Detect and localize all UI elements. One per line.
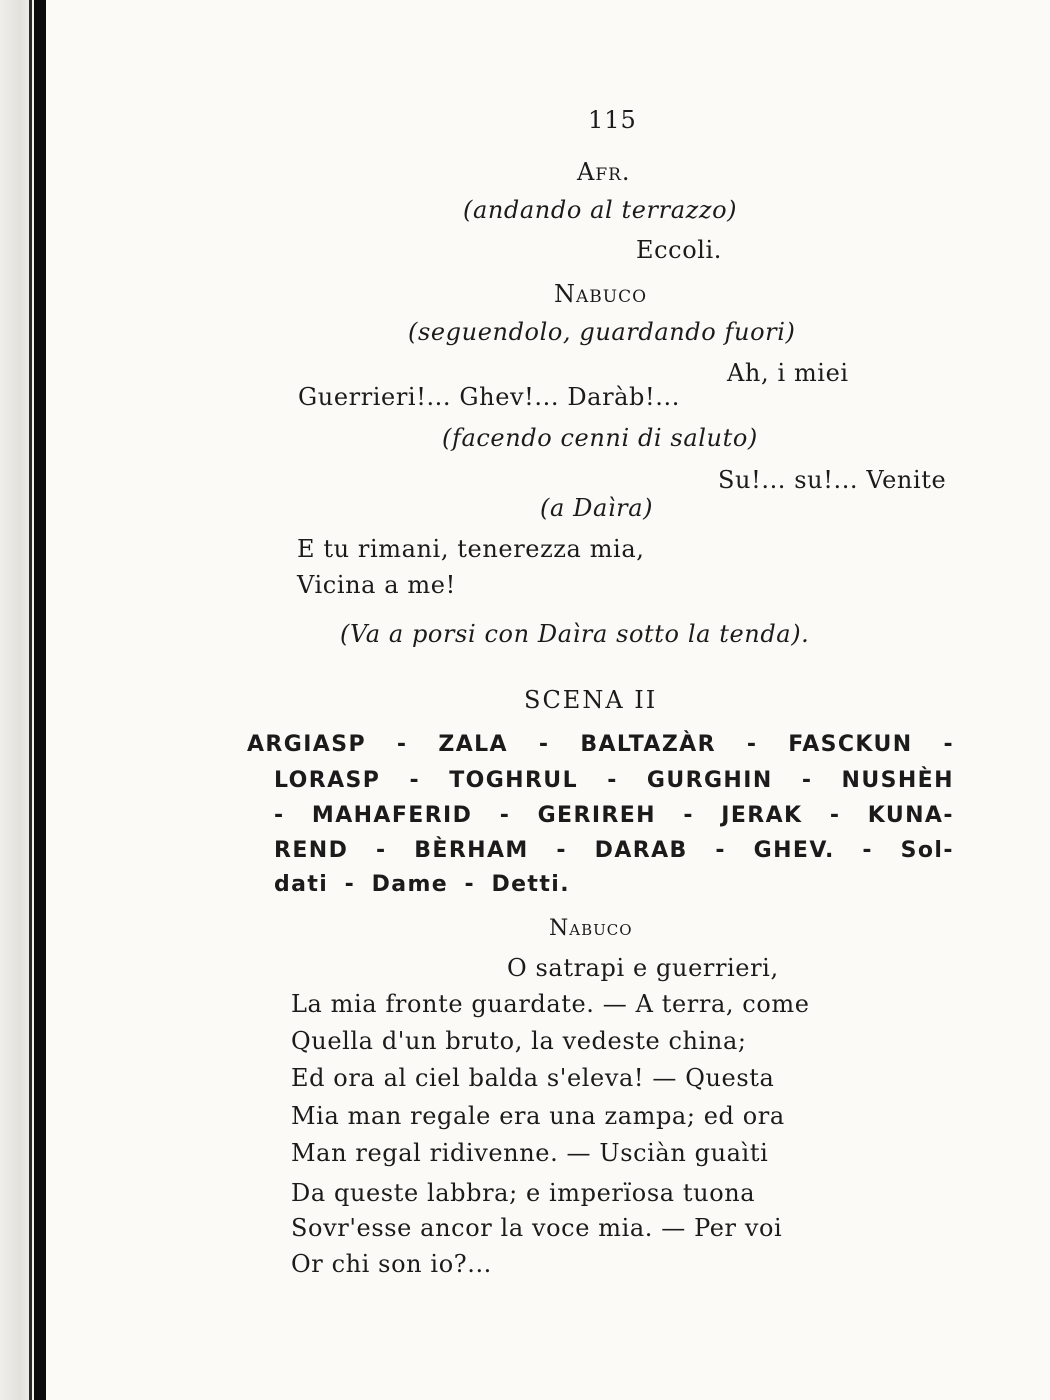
cast-name: LORASP [274,768,381,793]
cast-name: KUNA- [867,803,954,828]
cast-name: ARGIASP [247,732,367,757]
cast-line [274,874,570,896]
speaker-afr: Afr. [577,158,631,186]
verse-line: Mia man regale era una zampa; ed ora [291,1102,785,1130]
cast-name: Dame [371,872,449,897]
cast-name: Detti. [491,872,570,897]
verse-line: La mia fronte guardate. — A terra, come [291,990,810,1018]
cast-separator: - [396,732,408,757]
cast-separator: - [409,768,420,793]
cast-separator: - [274,803,285,828]
stage-direction-terrazzo: (andando al terrazzo) [463,196,738,224]
cast-name: dati [274,872,329,897]
verse-tenerezza: E tu rimani, tenerezza mia, [297,535,645,563]
cast-name: REND [274,838,349,863]
verse-line: Quella d'un bruto, la vedeste china; [291,1027,747,1055]
cast-separator: - [829,803,841,828]
verse-line: Sovr'esse ancor la voce mia. — Per voi [291,1214,783,1242]
verse-line: Or chi son io?... [291,1250,492,1278]
cast-name: FASCKUN [788,732,913,757]
speaker-nabuco: Nabuco [554,280,648,308]
cast-separator: - [499,803,511,828]
cast-separator: - [862,838,873,863]
cast-line [247,734,954,756]
stage-direction-tenda: (Va a porsi con Daìra sotto la tenda). [340,620,810,648]
cast-name: ZALA [438,732,508,757]
verse-line: Ed ora al ciel balda s'eleva! — Questa [291,1064,775,1092]
verse-line: Da queste labbra; e imperïosa tuona [291,1179,756,1207]
stage-direction-seguendolo: (seguendolo, guardando fuori) [408,318,796,346]
page-binding-edge [29,0,32,1400]
cast-separator: - [556,838,567,863]
cast-name: Sol- [900,838,954,863]
cast-separator: - [746,732,758,757]
cast-line [274,770,954,792]
cast-separator: - [715,838,726,863]
cast-name: TOGHRUL [449,768,578,793]
cast-separator: - [538,732,550,757]
page-number: 115 [588,106,637,134]
page-binding-rule [34,0,46,1400]
verse-line: Man regal ridivenne. — Usciàn guaìti [291,1139,769,1167]
cast-name: BÈRHAM [414,838,529,863]
verse-eccoli: Eccoli. [636,236,723,264]
cast-name: JERAK [721,803,803,828]
verse-ah-i-miei: Ah, i miei [727,359,849,387]
cast-name: GHEV. [753,838,835,863]
scene-title: SCENA II [524,686,658,714]
cast-separator: - [344,872,356,897]
speaker-nabuco-scena-ii: Nabuco [549,916,633,941]
cast-separator: - [943,732,954,757]
cast-name: GERIREH [537,803,656,828]
cast-line [274,805,954,827]
stage-direction-saluto: (facendo cenni di saluto) [442,424,758,452]
cast-separator: - [607,768,618,793]
cast-name: NUSHÈH [841,768,954,793]
cast-separator: - [801,768,813,793]
verse-line: O satrapi e guerrieri, [507,954,779,982]
verse-guerrieri: Guerrieri!... Ghev!... Daràb!... [298,383,680,411]
stage-direction-a-daira: (a Daìra) [540,494,654,522]
cast-separator: - [464,872,476,897]
cast-line [274,840,954,862]
cast-name: GURGHIN [646,768,773,793]
cast-name: MAHAFERID [311,803,473,828]
cast-separator: - [683,803,694,828]
cast-name: BALTAZÀR [580,732,716,757]
verse-venite: Su!... su!... Venite [718,466,947,494]
cast-name: DARAB [594,838,688,863]
cast-separator: - [375,838,387,863]
verse-vicina: Vicina a me! [297,571,456,599]
